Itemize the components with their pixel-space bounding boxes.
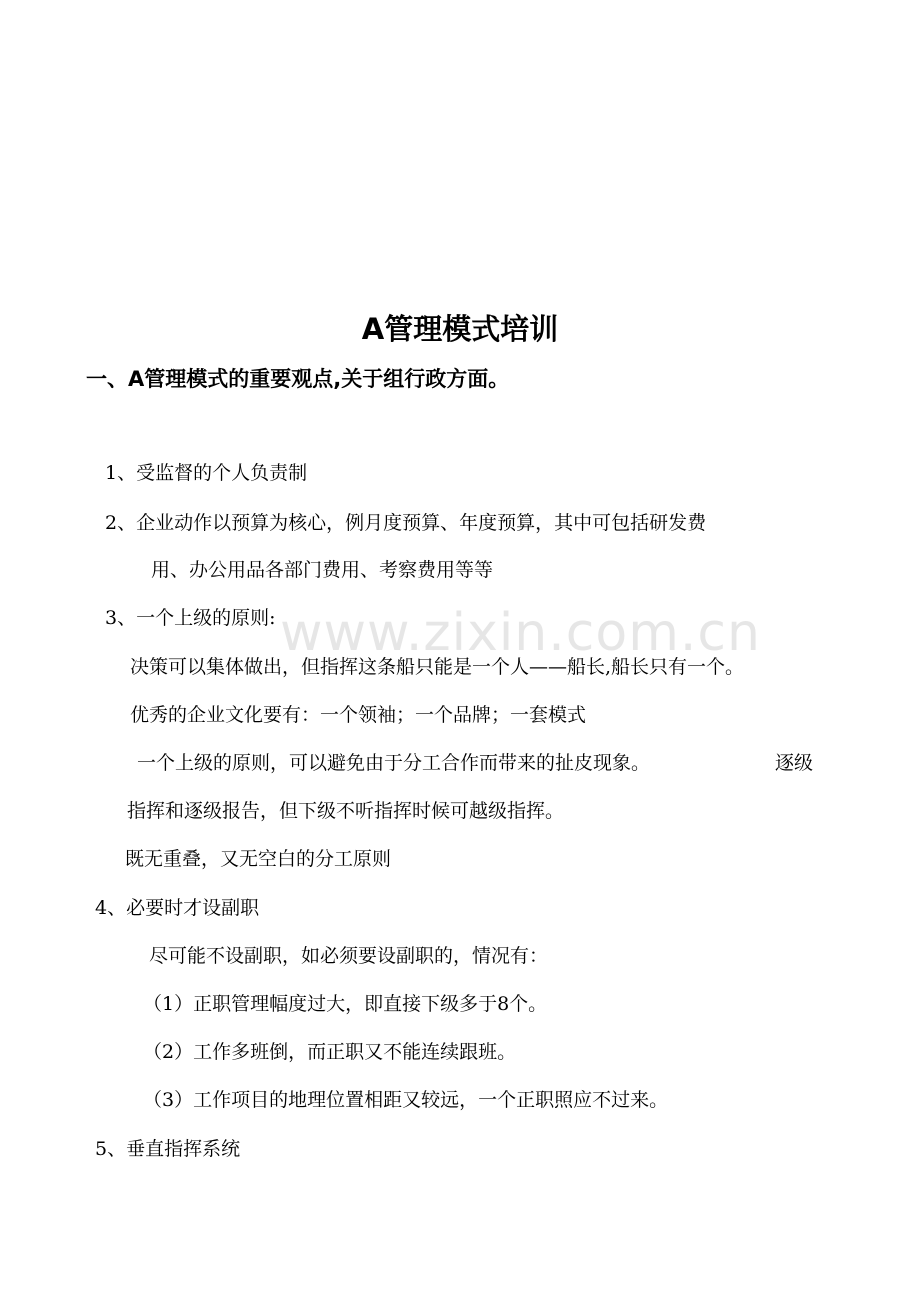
list-item-1: 1、受监督的个人负责制 — [105, 462, 308, 484]
sub-item-3: （3）工作项目的地理位置相距又较远，一个正职照应不过来。 — [143, 1089, 669, 1111]
paragraph-command-report: 指挥和逐级报告，但下级不听指挥时候可越级指挥。 — [127, 800, 565, 822]
paragraph-one-superior: 一个上级的原则，可以避免由于分工合作而带来的扯皮现象。 — [137, 752, 651, 774]
paragraph-culture: 优秀的企业文化要有：一个领袖；一个品牌；一套模式 — [130, 704, 587, 726]
list-item-2-continuation: 用、办公用品各部门费用、考察费用等等 — [151, 559, 494, 581]
paragraph-division-principle: 既无重叠，又无空白的分工原则 — [125, 848, 392, 870]
list-item-3: 3、一个上级的原则: — [105, 607, 276, 629]
section-heading: 一、A管理模式的重要观点,关于组行政方面。 — [86, 367, 510, 391]
list-item-4: 4、必要时才设副职 — [95, 897, 260, 919]
list-item-2: 2、企业动作以预算为核心，例月度预算、年度预算，其中可包括研发费 — [105, 512, 707, 534]
sub-item-1: （1）正职管理幅度过大，即直接下级多于8个。 — [143, 993, 548, 1015]
sub-item-2: （2）工作多班倒，而正职又不能连续跟班。 — [143, 1041, 517, 1063]
document-title: A管理模式培训 — [361, 312, 559, 346]
watermark-text: www.zixin.com.cn — [280, 603, 761, 663]
paragraph-deputy-conditions: 尽可能不设副职，如必须要设副职的，情况有： — [149, 945, 549, 967]
paragraph-step-by-step: 逐级 — [775, 752, 814, 774]
paragraph-decision: 决策可以集体做出，但指挥这条船只能是一个人——船长,船长只有一个。 — [130, 656, 745, 678]
list-item-5: 5、垂直指挥系统 — [95, 1138, 241, 1160]
